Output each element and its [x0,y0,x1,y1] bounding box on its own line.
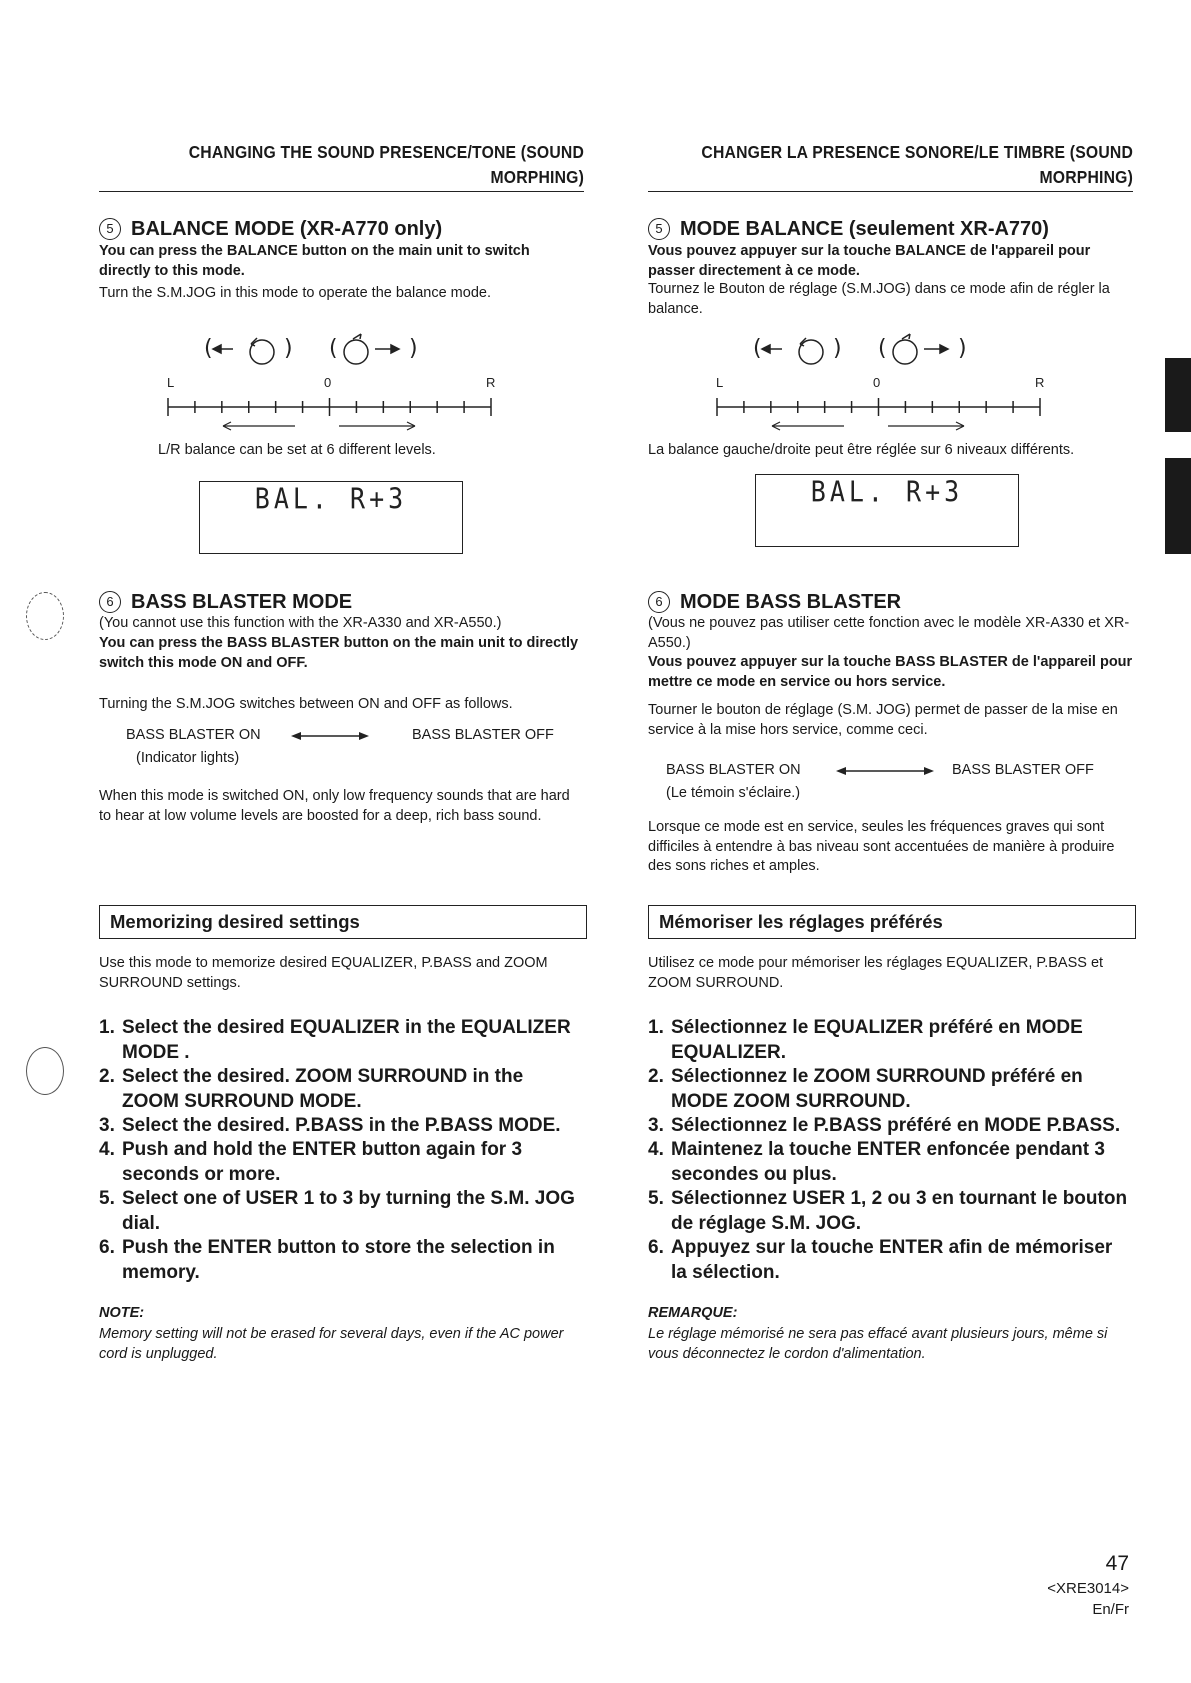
balance-bold-text: You can press the BALANCE button on the main unit to switch directly to this mode. [99,243,530,279]
bass-on-label: BASS BLASTER ON [666,762,801,778]
knob-left-icon [753,336,842,364]
scale-center-label: 0 [873,375,881,390]
knob-right-icon [878,334,967,364]
balance-mode-title: 5 MODE BALANCE (seulement XR-A770) [648,217,1049,241]
memorize-section-title: Memorizing desired settings [99,905,587,939]
bass-bold-text: You can press the BASS BLASTER button on the main unit to directly switch this mode ON and OFF. [99,635,579,671]
bass-note: (Vous ne pouvez pas utiliser cette fonction avec le modèle XR-A330 et XR-A550.) [648,615,1130,651]
memorize-section-title: Mémoriser les réglages préférés [648,905,1136,939]
balance-text: Tournez le Bouton de réglage (S.M.JOG) dans ce mode afin de régler la balance. [648,281,1110,317]
scale-right-label: R [1035,375,1045,390]
svg-text:): ) [409,336,418,361]
balance-scale-svg [648,322,1133,452]
header-rule [99,191,584,192]
bass-blaster-title: 6 BASS BLASTER MODE [99,590,352,614]
step-item: 5. Sélectionnez USER 1, 2 ou 3 en tournant le bouton de réglage S.M. JOG. [648,1188,1128,1234]
step-item: 6. Push the ENTER button to store the selection in memory. [99,1237,555,1283]
page-number: 47 [1105,1552,1129,1575]
scale-center-label: 0 [324,375,332,390]
lcd-display-text: BAL. R+3 [810,474,964,509]
step-item: 2. Sélectionnez le ZOOM SURROUND préféré en MODE ZOOM SURROUND. [648,1066,1083,1112]
double-arrow-icon [836,765,934,777]
step-number-badge: 5 [99,218,121,240]
balance-mode-title: 5 BALANCE MODE (XR-A770 only) [99,217,442,241]
step-number-badge: 5 [648,218,670,240]
step-item: 4. Push and hold the ENTER button again for 3 seconds or more. [99,1139,523,1185]
lcd-display [755,474,1019,547]
binder-hole-icon [26,592,64,640]
note-text: Le réglage mémorisé ne sera pas effacé avant plusieurs jours, même si vous déconnectez le cordon d'alimentation. [648,1326,1108,1362]
bass-description: When this mode is switched ON, only low frequency sounds that are hard to hear at low volume levels are boosted for a deep, rich bass sound. [99,788,570,824]
balance-scale-svg [99,322,584,452]
memorize-intro: Utilisez ce mode pour mémoriser les réglages EQUALIZER, P.BASS et ZOOM SURROUND. [648,955,1104,991]
bass-off-label: BASS BLASTER OFF [952,762,1094,778]
step-item: 1. Sélectionnez le EQUALIZER préféré en MODE EQUALIZER. [648,1017,1083,1063]
svg-text:(: ( [753,336,762,361]
bass-blaster-title: 6 MODE BASS BLASTER [648,590,901,614]
scale-ruler [717,398,1040,416]
step-item: 6. Appuyez sur la touche ENTER afin de mémoriser la sélection. [648,1237,1113,1283]
scale-left-label: L [167,375,175,390]
section-header: CHANGER LA PRESENCE SONORE/LE TIMBRE (SOUND MORPHING) [701,142,1133,187]
balance-bold-text: Vous pouvez appuyer sur la touche BALANCE de l'appareil pour passer directement à ce mode. [648,243,1091,279]
note-heading: REMARQUE: [648,1305,738,1321]
memorize-intro: Use this mode to memorize desired EQUALIZER, P.BASS and ZOOM SURROUND settings. [99,955,548,991]
lcd-display-text: BAL. R+3 [254,481,408,516]
balance-caption: L/R balance can be set at 6 different levels. [158,442,436,458]
section-header: CHANGING THE SOUND PRESENCE/TONE (SOUND MORPHING) [188,142,584,187]
language-code: En/Fr [1092,1601,1129,1618]
bass-note: (You cannot use this function with the XR-A330 and XR-A550.) [99,615,502,631]
bass-off-label: BASS BLASTER OFF [412,727,554,743]
step-item: 5. Select one of USER 1 to 3 by turning the S.M. JOG dial. [99,1188,575,1234]
bass-on-label: BASS BLASTER ON [126,727,261,743]
scale-arrows [223,422,415,430]
bass-bold-text: Vous pouvez appuyer sur la touche BASS BLASTER de l'appareil pour mettre ce mode en service ou hors service. [648,654,1133,690]
indicator-note: (Le témoin s'éclaire.) [666,785,801,801]
step-item: 1. Select the desired EQUALIZER in the EQUALIZER MODE . [99,1017,571,1063]
bass-description: Lorsque ce mode est en service, seules les fréquences graves qui sont difficiles à entendre à bas niveau sont accentuées de manière à produire des sons riches et amples. [648,819,1115,874]
document-code: <XRE3014> [1047,1580,1129,1597]
svg-text:(: ( [329,336,338,361]
step-number-badge: 6 [648,591,670,613]
edge-tab-marker [1165,358,1191,432]
balance-scale-diagram [99,322,584,452]
step-item: 3. Select the desired. P.BASS in the P.BASS MODE. [99,1115,561,1136]
edge-tab-marker [1165,458,1191,554]
note-text: Memory setting will not be erased for several days, even if the AC power cord is unplugged. [99,1326,564,1362]
scale-arrows [772,422,964,430]
balance-caption: La balance gauche/droite peut être réglée sur 6 niveaux différents. [648,442,1075,458]
bass-on-off-row [126,726,611,746]
scale-left-label: L [716,375,724,390]
svg-text:): ) [284,336,293,361]
svg-text:): ) [833,336,842,361]
scale-ruler [168,398,491,416]
header-rule [648,191,1133,192]
knob-right-icon [329,334,418,364]
svg-text:(: ( [204,336,213,361]
lcd-display [199,481,463,554]
bass-on-off-row [666,761,1151,781]
double-arrow-icon [291,730,369,742]
step-item: 3. Sélectionnez le P.BASS préféré en MODE P.BASS. [648,1115,1121,1136]
svg-text:(: ( [878,336,887,361]
bass-turning-text: Tourner le bouton de réglage (S.M. JOG) permet de passer de la mise en service à la mise hors service, comme ceci. [648,702,1118,738]
step-number-badge: 6 [99,591,121,613]
indicator-note: (Indicator lights) [136,750,240,766]
balance-scale-diagram [648,322,1133,452]
step-item: 4. Maintenez la touche ENTER enfoncée pendant 3 secondes ou plus. [648,1139,1105,1185]
knob-left-icon [204,336,293,364]
bass-turning-text: Turning the S.M.JOG switches between ON and OFF as follows. [99,696,513,712]
scale-right-label: R [486,375,496,390]
svg-text:): ) [958,336,967,361]
balance-text: Turn the S.M.JOG in this mode to operate the balance mode. [99,285,491,301]
note-heading: NOTE: [99,1305,145,1321]
step-item: 2. Select the desired. ZOOM SURROUND in the ZOOM SURROUND MODE. [99,1066,524,1112]
binder-hole-icon [26,1047,64,1095]
